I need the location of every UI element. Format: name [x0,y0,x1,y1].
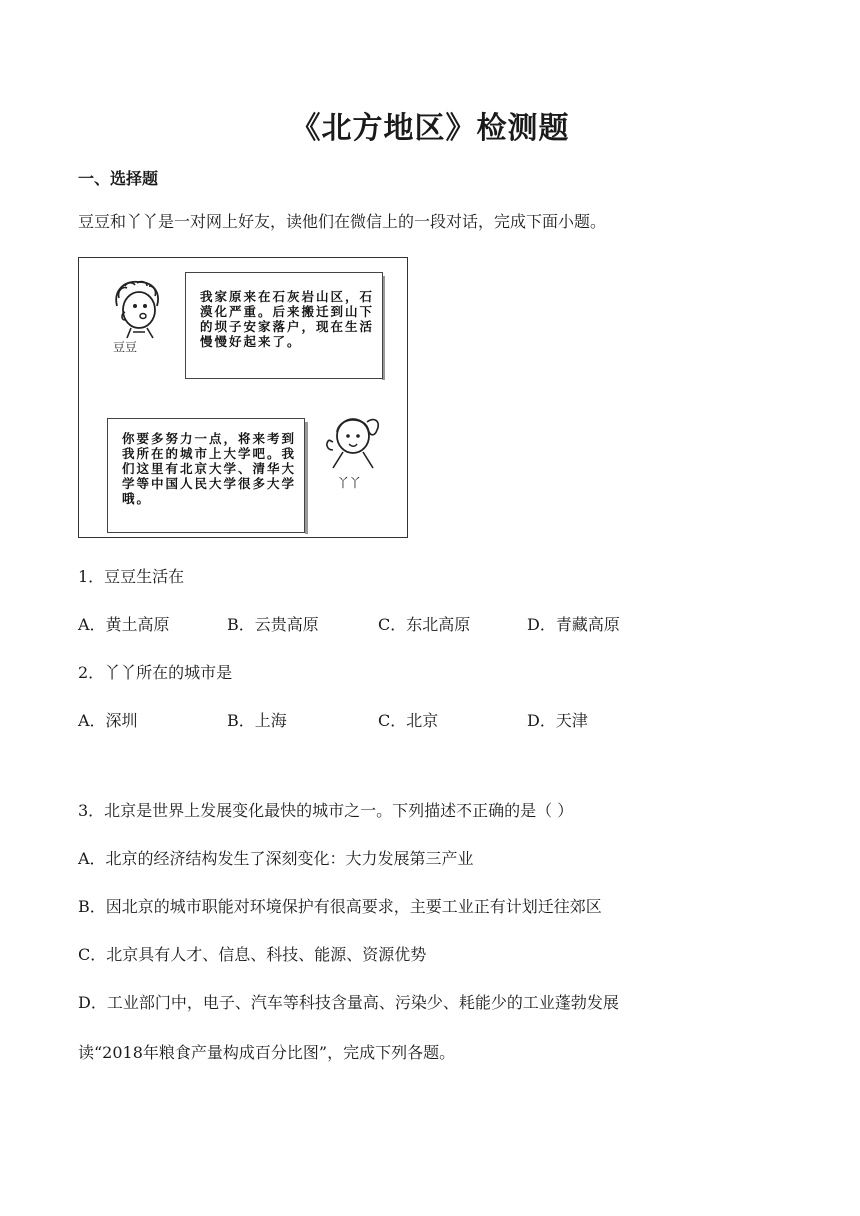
question-1-option-c: C．东北高原 [378,615,471,634]
question-2-option-c: C．北京 [378,711,439,730]
question-3-option-d: D．工业部门中，电子、汽车等科技含量高、污染少、耗能少的工业蓬勃发展 [78,993,619,1012]
question-1-option-a: A．黄土高原 [78,615,170,634]
doudou-figure [103,276,173,346]
yaya-speech-text: 你要多努力一点，将来考到我所在的城市上大学吧。我们这里有北京大学、清华大学等中国人民大学很多大学哦。 [122,431,297,506]
comic-illustration [78,257,408,538]
doudou-speech-text: 我家原来在石灰岩山区，石漠化严重。后来搬迁到山下的坝子安家落户，现在生活慢慢好起来了。 [200,289,375,349]
question-3-option-c: C．北京具有人才、信息、科技、能源、资源优势 [78,945,427,964]
question-1-option-d: D．青藏高原 [527,615,620,634]
question-2-option-b: B．上海 [227,711,287,730]
question-3-option-a: A．北京的经济结构发生了深刻变化：大力发展第三产业 [78,849,474,868]
doudou-speech-bubble [185,272,383,379]
question-2-option-a: A．深圳 [78,711,138,730]
question-3-stem: 3．北京是世界上发展变化最快的城市之一。下列描述不正确的是（ ） [78,801,574,820]
section-heading: 一、选择题 [78,169,159,188]
question-2-stem: 2．丫丫所在的城市是 [78,663,233,682]
intro-text: 豆豆和丫丫是一对网上好友，读他们在微信上的一段对话，完成下面小题。 [78,212,607,231]
yaya-speech-bubble [107,418,305,533]
yaya-label: 丫丫 [337,476,362,490]
question-1-option-b: B．云贵高原 [227,615,319,634]
page-title: 《北方地区》检测题 [290,111,570,146]
question-1-stem: 1．豆豆生活在 [78,567,185,586]
question-2-option-d: D．天津 [527,711,588,730]
yaya-figure [315,410,391,480]
doudou-label: 豆豆 [113,340,138,354]
closing-instruction: 读“2018年粮食产量构成百分比图”，完成下列各题。 [78,1043,456,1062]
question-3-option-b: B．因北京的城市职能对环境保护有很高要求，主要工业正有计划迁往郊区 [78,897,602,916]
